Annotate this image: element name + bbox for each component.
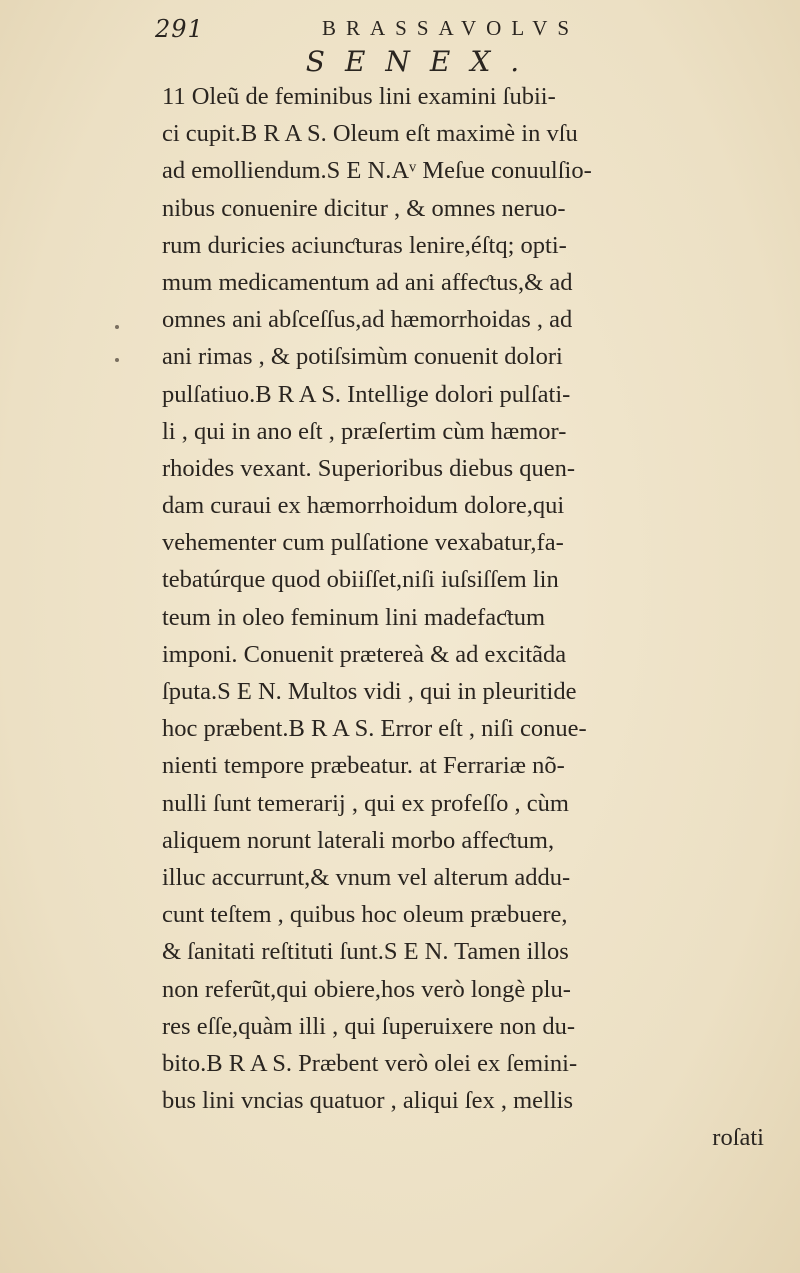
text-line: pulſatiuo.B R A S. Intellige dolori pulſati- xyxy=(162,380,571,408)
margin-dot xyxy=(115,325,119,329)
text-line: rhoides vexant. Superioribus diebus quen- xyxy=(162,454,576,482)
text-line: imponi. Conuenit prætereà & ad excitãda xyxy=(162,640,567,668)
text-line: mum medicamentum ad ani affeƈtus,& ad xyxy=(162,268,573,296)
text-line: 11 Oleũ de feminibus lini examini ſubii- xyxy=(162,83,556,110)
page-number: 291 xyxy=(155,15,204,43)
text-line: li , qui in ano eſt , præſertim cùm hæmor- xyxy=(162,417,567,445)
text-line: bus lini vncias quatuor , aliqui ſex , mellis xyxy=(162,1087,573,1115)
text-line: nibus conuenire dicitur , & omnes neruo- xyxy=(162,194,566,222)
text-line: nulli ſunt temerarij , qui ex profeſſo , cùm xyxy=(162,789,569,817)
text-line: omnes ani abſceſſus,ad hæmorrhoidas , ad xyxy=(162,306,573,334)
speaker-heading: SENEX. xyxy=(305,45,540,78)
running-head: BRASSAVOLVS xyxy=(322,16,580,40)
text-line: & ſanitati reſtituti ſunt.S E N. Tamen illos xyxy=(162,938,569,966)
text-line: rum duricies aciunƈturas lenire,éſtq; opti- xyxy=(162,231,567,259)
body-text xyxy=(162,78,774,1156)
text-line: tebatúrque quod obiiſſet,niſi iuſsiſſem lin xyxy=(162,566,559,594)
margin-dot xyxy=(115,358,119,362)
text-line: cunt teſtem , quibus hoc oleum præbuere, xyxy=(162,901,568,929)
text-line: aliquem norunt laterali morbo affeƈtum, xyxy=(162,826,555,854)
text-line: res eſſe,quàm illi , qui ſuperuixere non du- xyxy=(162,1012,575,1040)
text-line: dam curaui ex hæmorrhoidum dolore,qui xyxy=(162,492,565,520)
text-line: ani rimas , & potiſsimùm conuenit dolori xyxy=(162,343,563,371)
text-line: ſputa.S E N. Multos vidi , qui in pleuritide xyxy=(162,678,577,705)
text-line: non referũt,qui obiere,hos verò longè plu- xyxy=(162,975,571,1003)
text-line: teum in oleo feminum lini madefaƈtum xyxy=(162,603,546,631)
text-line: ci cupit.B R A S. Oleum eſt maximè in vſu xyxy=(162,120,578,148)
text-line: nienti tempore præbeatur. at Ferrariæ nõ- xyxy=(162,752,565,780)
text-line: illuc accurrunt,& vnum vel alterum addu- xyxy=(162,863,571,891)
text-line: vehementer cum pulſatione vexabatur,fa- xyxy=(162,529,564,557)
text-line: ad emolliendum.S E N.Aᵛ Meſue conuulſio- xyxy=(162,157,592,185)
text-line: bito.B R A S. Præbent verò olei ex ſemini- xyxy=(162,1049,578,1077)
text-line: hoc præbent.B R A S. Error eſt , niſi conue- xyxy=(162,715,587,743)
catchword: roſati xyxy=(712,1124,764,1152)
